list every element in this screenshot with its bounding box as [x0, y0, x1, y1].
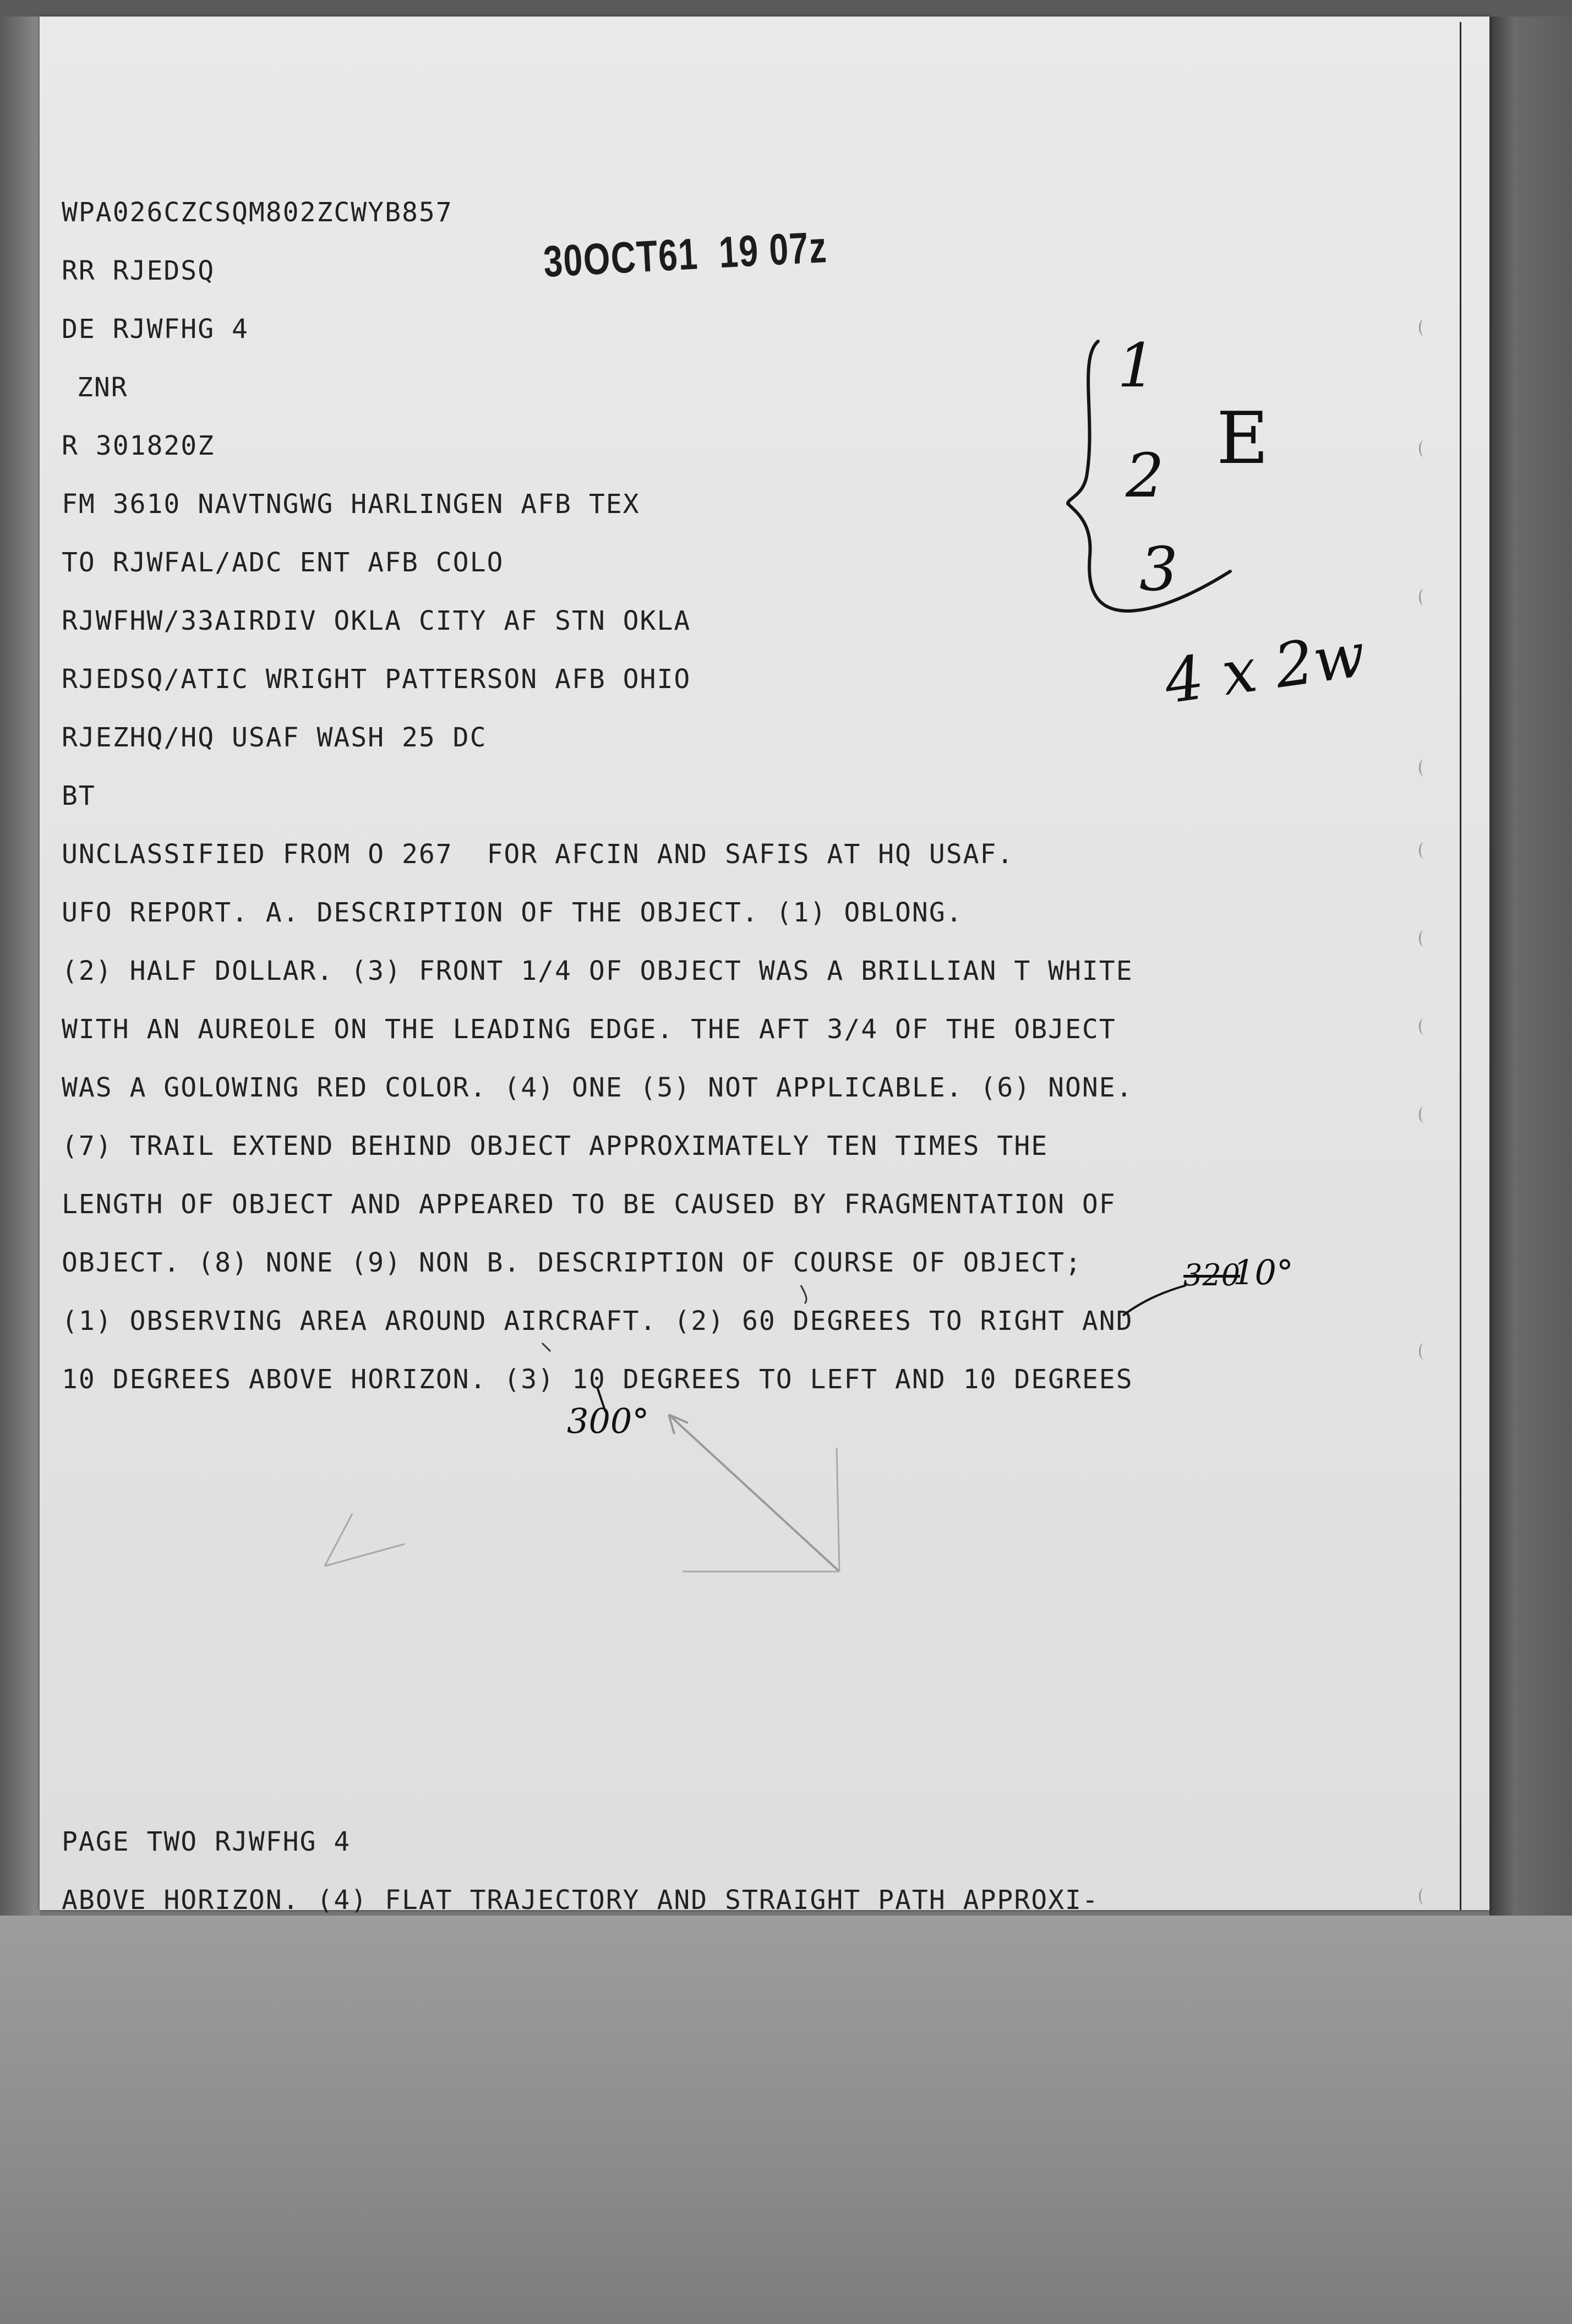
margin-tick — [1419, 319, 1428, 336]
hand-correction-new: 10° — [1233, 1252, 1293, 1292]
routing-line: RJEDSQ/ATIC WRIGHT PATTERSON AFB OHIO — [62, 664, 691, 695]
hand-number-2: 2 — [1126, 440, 1164, 511]
body-line: (1) OBSERVING AREA AROUND AIRCRAFT. (2) 60 DEGREES TO RIGHT AND — [62, 1306, 1133, 1336]
routing-line: ZNR — [77, 372, 128, 403]
margin-tick — [1419, 760, 1428, 776]
hand-number-3: 3 — [1139, 534, 1178, 604]
body-line: OBJECT. (8) NONE (9) NON B. DESCRIPTION OF COURSE OF OBJECT; — [62, 1247, 1082, 1278]
margin-tick — [1419, 589, 1428, 605]
stamp-date: 30OCT61 — [542, 229, 700, 286]
body-line: UFO REPORT. A. DESCRIPTION OF THE OBJECT. (1) OBLONG. — [62, 897, 963, 928]
routing-line: TO RJWFAL/ADC ENT AFB COLO — [62, 547, 504, 578]
routing-line: WPA026CZCSQM802ZCWYB857 — [62, 197, 453, 228]
margin-tick — [1419, 842, 1428, 859]
hand-number-1: 1 — [1117, 330, 1156, 401]
stamp-time: 19 07z — [717, 222, 828, 277]
page-margin-line — [1460, 22, 1461, 1910]
routing-line: DE RJWFHG 4 — [62, 314, 249, 345]
film-right-edge — [1489, 17, 1572, 1916]
body-line: 10 DEGREES ABOVE HORIZON. (3) 10 DEGREES TO LEFT AND 10 DEGREES — [62, 1364, 1133, 1395]
page-two-line: ABOVE HORIZON. (4) FLAT TRAJECTORY AND STRAIGHT PATH APPROXI- — [62, 1885, 1099, 1916]
hand-correction-struck: 320 — [1183, 1258, 1241, 1292]
routing-line: RJWFHW/33AIRDIV OKLA CITY AF STN OKLA — [62, 605, 691, 636]
hand-count-note: 4 x 2w — [1160, 619, 1370, 717]
margin-tick — [1419, 930, 1428, 947]
routing-line: FM 3610 NAVTNGWG HARLINGEN AFB TEX — [62, 489, 640, 520]
hand-degrees-300: 300° — [567, 1401, 649, 1441]
body-line: WITH AN AUREOLE ON THE LEADING EDGE. THE AFT 3/4 OF THE OBJECT — [62, 1014, 1116, 1045]
body-line: (7) TRAIL EXTEND BEHIND OBJECT APPROXIMATELY TEN TIMES THE — [62, 1131, 1049, 1161]
body-line: LENGTH OF OBJECT AND APPEARED TO BE CAUSED BY FRAGMENTATION OF — [62, 1189, 1116, 1220]
margin-tick — [1419, 1106, 1428, 1123]
routing-line: BT — [62, 781, 96, 811]
film-lower-strip — [0, 1916, 1572, 2324]
margin-tick — [1419, 440, 1428, 457]
margin-tick — [1419, 1343, 1428, 1360]
routing-line: RJEZHQ/HQ USAF WASH 25 DC — [62, 722, 487, 753]
routing-line: RR RJEDSQ — [62, 255, 215, 286]
body-line: WAS A GOLOWING RED COLOR. (4) ONE (5) NOT APPLICABLE. (6) NONE. — [62, 1072, 1133, 1103]
margin-tick — [1419, 1018, 1428, 1035]
page-two-header: PAGE TWO RJWFHG 4 — [62, 1826, 351, 1857]
hand-letter-e: E — [1216, 396, 1269, 480]
film-left-edge — [0, 17, 40, 1916]
routing-line: R 301820Z — [62, 430, 215, 461]
body-line: UNCLASSIFIED FROM O 267 FOR AFCIN AND SAFIS AT HQ USAF. — [62, 839, 1014, 870]
margin-tick — [1419, 1888, 1428, 1905]
body-line: (2) HALF DOLLAR. (3) FRONT 1/4 OF OBJECT WAS A BRILLIAN T WHITE — [62, 956, 1133, 986]
